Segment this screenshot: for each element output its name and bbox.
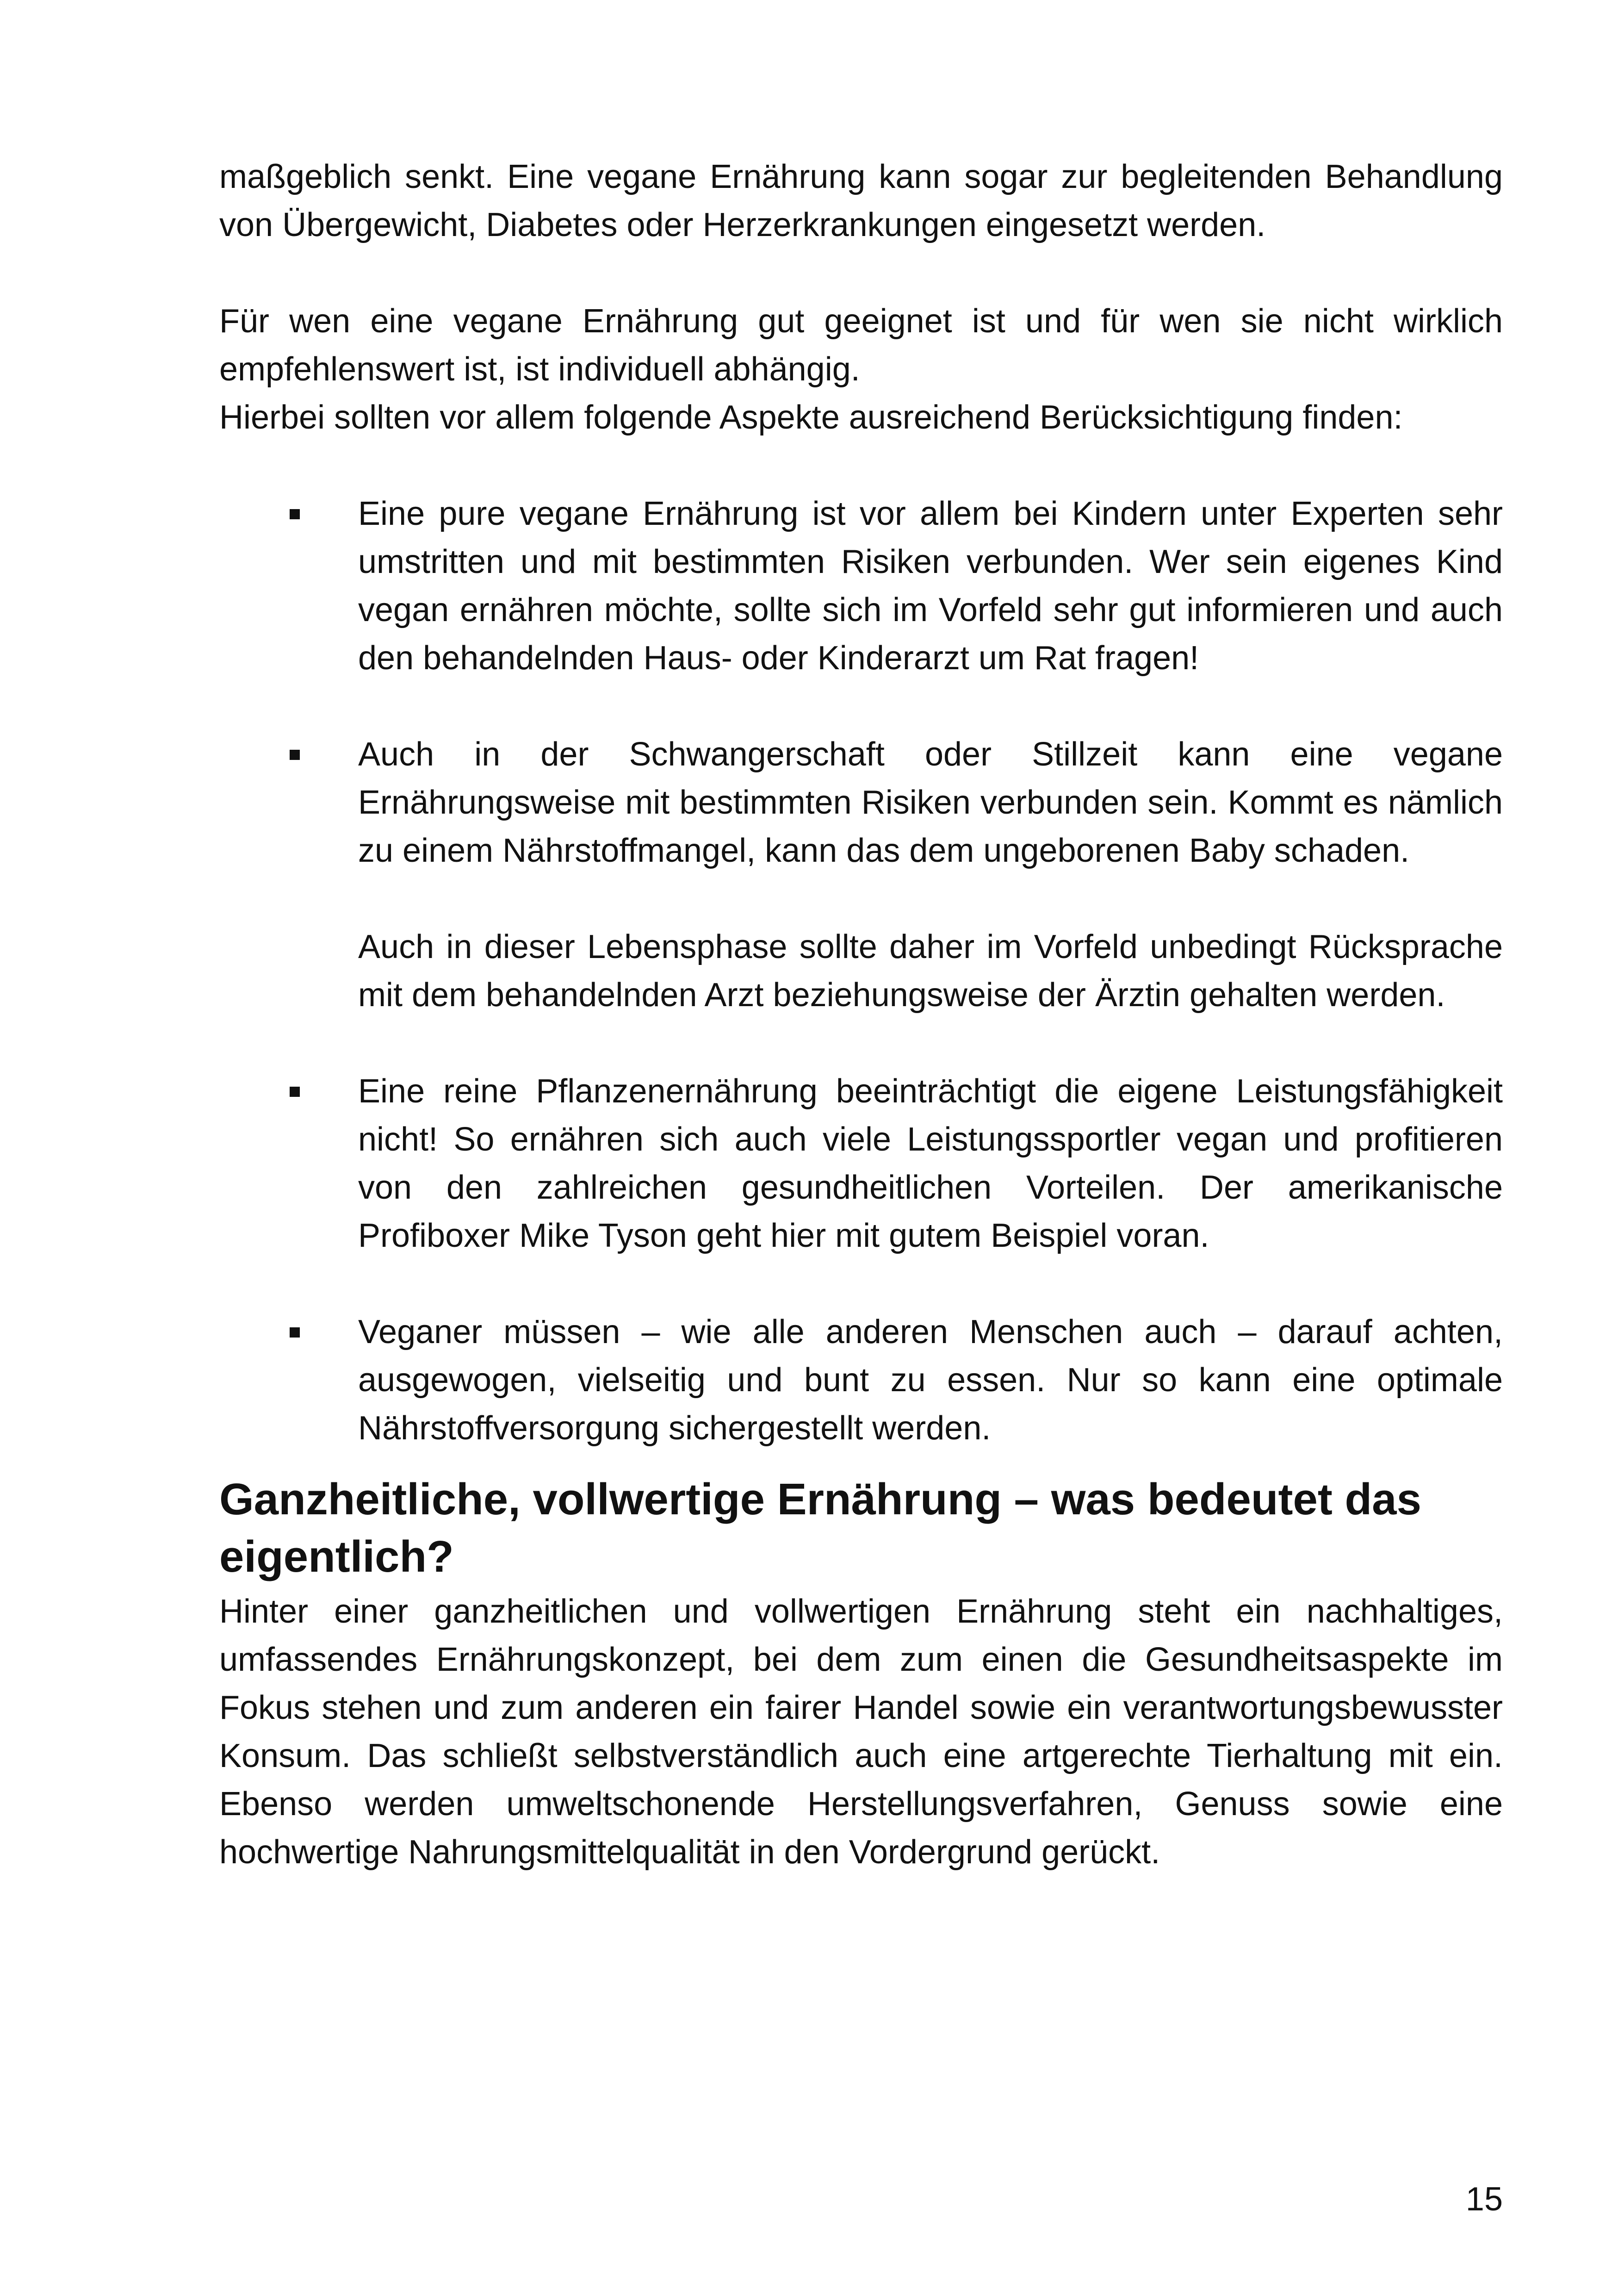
aspects-list <box>219 490 1503 1452</box>
list-item <box>219 730 1503 1019</box>
square-bullet-icon <box>290 750 300 760</box>
intro-paragraph-2: Für wen eine vegane Ernährung gut geeignet ist und für wen sie nicht wirklich empfehlenswert ist, ist individuell abhängig. <box>219 303 1503 388</box>
list-item-text: Auch in der Schwangerschaft oder Stillzeit kann eine vegane Ernährungsweise mit bestimmten Risiken verbunden sein. Kommt es nämlich zu einem Nährstoffmangel, kann das dem ungeborenen Baby schaden. <box>358 736 1503 869</box>
list-item <box>219 1308 1503 1452</box>
intro-paragraph-3: Hierbei sollten vor allem folgende Aspekte ausreichend Berücksichtigung finden: <box>219 399 1403 436</box>
list-item-text: Veganer müssen – wie alle anderen Menschen auch – darauf achten, ausgewogen, vielseitig und bunt zu essen. Nur so kann eine optimale Nährstoffversorgung sichergestellt werden. <box>358 1313 1503 1447</box>
list-item <box>219 490 1503 682</box>
list-item-text-continued: Auch in dieser Lebensphase sollte daher im Vorfeld unbedingt Rücksprache mit dem behandelnden Arzt beziehungsweise der Ärztin gehalten werden. <box>358 928 1503 1014</box>
list-item-text: Eine pure vegane Ernährung ist vor allem bei Kindern unter Experten sehr umstritten und mit bestimmten Risiken verbunden. Wer sein eigenes Kind vegan ernähren möchte, sollte sich im Vorfeld sehr gut informieren und auch den behandelnden Haus- oder Kinderarzt um Rat fragen! <box>358 495 1503 677</box>
section-body: Hinter einer ganzheitlichen und vollwertigen Ernährung steht ein nachhaltiges, umfassendes Ernährungskonzept, bei dem zum einen die Gesundheitsaspekte im Fokus stehen und zum anderen ein fairer Handel sowie ein verantwortungsbewusster Konsum. Das schließt selbstverständlich auch eine artgerechte Tierhaltung mit ein. Ebenso werden umweltschonende Herstellungsverfahren, Genuss sowie eine hochwertige Nahrungsmittelqualität in den Vordergrund gerückt. <box>219 1593 1503 1871</box>
square-bullet-icon <box>290 1327 300 1338</box>
square-bullet-icon <box>290 509 300 519</box>
section-heading: Ganzheitliche, vollwertige Ernährung – was bedeutet das eigentlich? <box>219 1475 1421 1581</box>
square-bullet-icon <box>290 1087 300 1097</box>
page-content <box>219 153 1503 1876</box>
intro-paragraph-1: maßgeblich senkt. Eine vegane Ernährung kann sogar zur begleitenden Behandlung von Übergewicht, Diabetes oder Herzerkrankungen eingesetzt werden. <box>219 158 1503 243</box>
list-item-text: Eine reine Pflanzenernährung beeinträchtigt die eigene Leistungsfähigkeit nicht! So ernähren sich auch viele Leistungssportler vegan und profitieren von den zahlreichen gesundheitlichen Vorteilen. Der amerikanische Profiboxer Mike Tyson geht hier mit gutem Beispiel voran. <box>358 1073 1503 1254</box>
page-number: 15 <box>1465 2181 1503 2218</box>
list-item <box>219 1067 1503 1260</box>
